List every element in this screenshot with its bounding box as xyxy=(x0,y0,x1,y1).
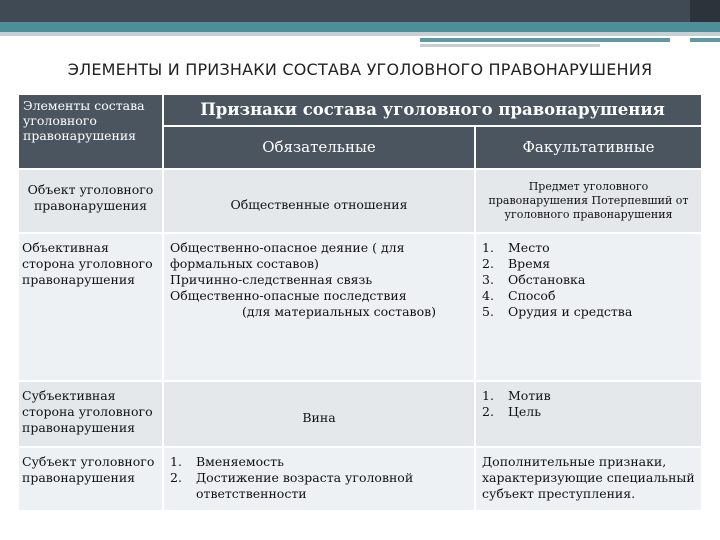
list-item: 1. Мотив xyxy=(482,388,551,403)
list-item: 5. Орудия и средства xyxy=(482,304,633,319)
header-bar-corner xyxy=(690,0,720,22)
row3-mandatory: Вина xyxy=(164,382,474,446)
list-item: 3. Обстановка xyxy=(482,272,586,287)
header-main: Признаки состава уголовного правонарушения xyxy=(164,95,701,125)
list-item: 2. Время xyxy=(482,256,551,271)
mandatory-line: Общественно-опасные последствия xyxy=(170,288,407,303)
slide-title: ЭЛЕМЕНТЫ И ПРИЗНАКИ СОСТАВА УГОЛОВНОГО ПРАВОНАРУШЕНИЯ xyxy=(67,60,653,79)
header-mandatory: Обязательные xyxy=(164,127,474,168)
mandatory-list xyxy=(170,454,468,502)
list-item: 2. Цель xyxy=(482,404,542,419)
optional-list xyxy=(482,388,695,420)
elements-table xyxy=(19,95,701,510)
header-divider xyxy=(0,32,720,36)
row4-optional: Дополнительные признаки, характеризующие специальный субъект преступления. xyxy=(476,448,701,510)
list-item: 1. Место xyxy=(482,240,550,255)
optional-list xyxy=(482,240,695,320)
row3-element: Субъективная сторона уголовного правонарушения xyxy=(19,382,162,446)
accent-line-secondary xyxy=(420,44,600,47)
row1-optional: Предмет уголовного правонарушения Потерпевший от уголовного правонарушения xyxy=(476,170,701,232)
accent-line-right xyxy=(690,38,720,42)
mandatory-line: (для материальных составов) xyxy=(241,304,437,319)
list-item: 2. Достижение возраста уголовной ответственности xyxy=(170,470,414,501)
row2-optional xyxy=(476,234,701,380)
row2-element: Объективная сторона уголовного правонарушения xyxy=(19,234,162,380)
header-accent-bar xyxy=(0,22,720,32)
mandatory-line: Причинно-следственная связь xyxy=(170,272,373,287)
mandatory-line: Общественно-опасное деяние ( для формальных составов) xyxy=(170,240,405,271)
row1-mandatory: Общественные отношения xyxy=(164,170,474,232)
accent-line xyxy=(420,38,670,42)
row4-mandatory xyxy=(164,448,474,510)
header-optional: Факультативные xyxy=(476,127,701,168)
header-bar xyxy=(0,0,690,22)
list-item: 1. Вменяемость xyxy=(170,454,284,469)
row3-optional xyxy=(476,382,701,446)
corner-header: Элементы состава уголовного правонарушения xyxy=(19,95,162,168)
row1-element: Объект уголовного правонарушения xyxy=(19,170,162,232)
list-item: 4. Способ xyxy=(482,288,556,303)
row2-mandatory xyxy=(164,234,474,380)
row4-element: Субъект уголовного правонарушения xyxy=(19,448,162,510)
